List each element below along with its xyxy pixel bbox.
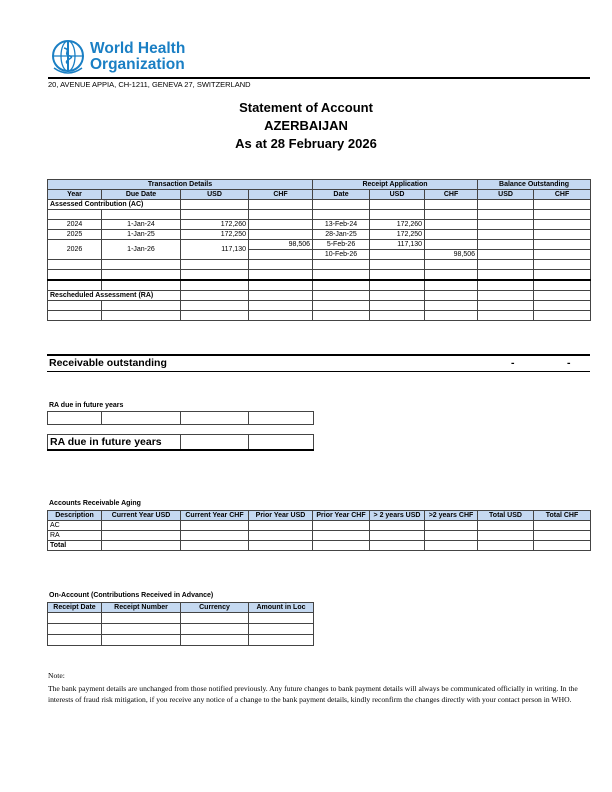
receivable-outstanding-label: Receivable outstanding [49,357,167,369]
row-receipt-chf [425,230,478,240]
table-row [48,210,591,220]
col-prior-year-usd: Prior Year USD [249,511,313,521]
row-receipt-usd: 117,130 [370,240,425,250]
col-chf: CHF [249,190,313,200]
row-chf [249,230,313,240]
address: 20, AVENUE APPIA, CH-1211, GENEVA 27, SWITZERLAND [48,80,251,89]
col-receipt-chf: CHF [425,190,478,200]
divider [47,371,590,372]
column-header-row [48,190,591,200]
col-amount-in-loc: Amount in Loc [249,603,314,613]
col-receipt-date: Receipt Date [48,603,102,613]
receivable-chf-value: - [567,357,571,369]
note [48,670,593,705]
statement-date: As at 28 February 2026 [235,136,377,151]
table-row [48,521,591,531]
org-name [90,41,185,73]
row-year: 2026 [48,240,102,260]
table-row [48,624,314,635]
note-label: Note: [48,671,65,680]
table-row [48,531,591,541]
row-due-date: 1-Jan-25 [102,230,181,240]
aging-row-label: RA [48,531,102,541]
receivable-usd-value: - [511,357,515,369]
who-logo [48,38,208,78]
on-account-title: On-Account (Contributions Received in Advance) [49,592,214,599]
col-year: Year [48,190,102,200]
on-account-table [47,602,314,646]
col-usd: USD [181,190,249,200]
on-account-header-row [48,603,314,613]
table-row [48,412,314,425]
row-receipt-date: 5-Feb-26 [313,240,370,250]
col-total-usd: Total USD [478,511,534,521]
aging-title: Accounts Receivable Aging [49,500,141,507]
group-header-row [48,180,591,190]
row-chf [249,220,313,230]
ra-future-small-label: RA due in future years [49,402,124,409]
col-balance-usd: USD [478,190,534,200]
table-row [48,541,591,551]
row-receipt-date: 13-Feb-24 [313,220,370,230]
section-row-ra [48,291,591,301]
group-receipt-application: Receipt Application [313,180,478,190]
org-name-line2: Organization [90,56,185,73]
divider [47,354,590,356]
group-transaction-details: Transaction Details [48,180,313,190]
col-description: Description [48,511,102,521]
table-row [48,635,314,646]
col-prior-year-chf: Prior Year CHF [313,511,370,521]
header-divider [48,77,590,79]
table-row [48,270,591,281]
statement-table [47,179,591,321]
row-receipt-chf: 98,506 [425,250,478,260]
row-chf: 98,506 [249,240,313,250]
aging-row-label: AC [48,521,102,531]
section-label-ra: Rescheduled Assessment (RA) [48,291,181,301]
aging-row-label: Total [48,541,102,551]
table-row [48,240,591,250]
row-year: 2024 [48,220,102,230]
section-row-ac [48,200,591,210]
row-receipt-date: 10-Feb-26 [313,250,370,260]
statement-title: Statement of Account [239,100,373,115]
row-usd: 117,130 [181,240,249,260]
table-row [48,230,591,240]
col-receipt-number: Receipt Number [102,603,181,613]
col-total-chf: Total CHF [534,511,591,521]
table-row [48,613,314,624]
col-current-year-chf: Current Year CHF [181,511,249,521]
row-year: 2025 [48,230,102,240]
col-over-2-years-usd: > 2 years USD [370,511,425,521]
ra-future-table [47,411,314,425]
table-row [48,260,591,270]
note-text: The bank payment details are unchanged from those notified previously. Any future changes to bank payment details will always be communicated officially in writing. In the interests of fraud risk mitigation, if you receive any notice of a change to the bank payment details, kindly reconfirm the changes directly with your contact person in WHO. [48,684,578,704]
row-usd: 172,250 [181,230,249,240]
org-name-line1: World Health [90,40,186,57]
col-due-date: Due Date [102,190,181,200]
row-receipt-date: 28-Jan-25 [313,230,370,240]
col-currency: Currency [181,603,249,613]
table-row [48,435,314,451]
section-label-ac: Assessed Contribution (AC) [48,200,181,210]
row-receipt-chf [425,220,478,230]
table-row [48,220,591,230]
aging-table [47,510,591,551]
col-receipt-usd: USD [370,190,425,200]
country-name: AZERBAIJAN [264,118,348,133]
col-current-year-usd: Current Year USD [102,511,181,521]
table-row [48,301,591,311]
table-row [48,311,591,321]
table-row [48,280,591,291]
col-balance-chf: CHF [534,190,591,200]
ra-future-total-table [47,434,314,451]
col-over-2-years-chf: >2 years CHF [425,511,478,521]
row-due-date: 1-Jan-26 [102,240,181,260]
row-receipt-usd: 172,260 [370,220,425,230]
ra-future-big-label: RA due in future years [48,435,181,451]
col-receipt-date: Date [313,190,370,200]
row-receipt-usd: 172,250 [370,230,425,240]
row-due-date: 1-Jan-24 [102,220,181,230]
group-balance-outstanding: Balance Outstanding [478,180,591,190]
who-emblem-icon [48,38,88,78]
row-usd: 172,260 [181,220,249,230]
aging-header-row [48,511,591,521]
